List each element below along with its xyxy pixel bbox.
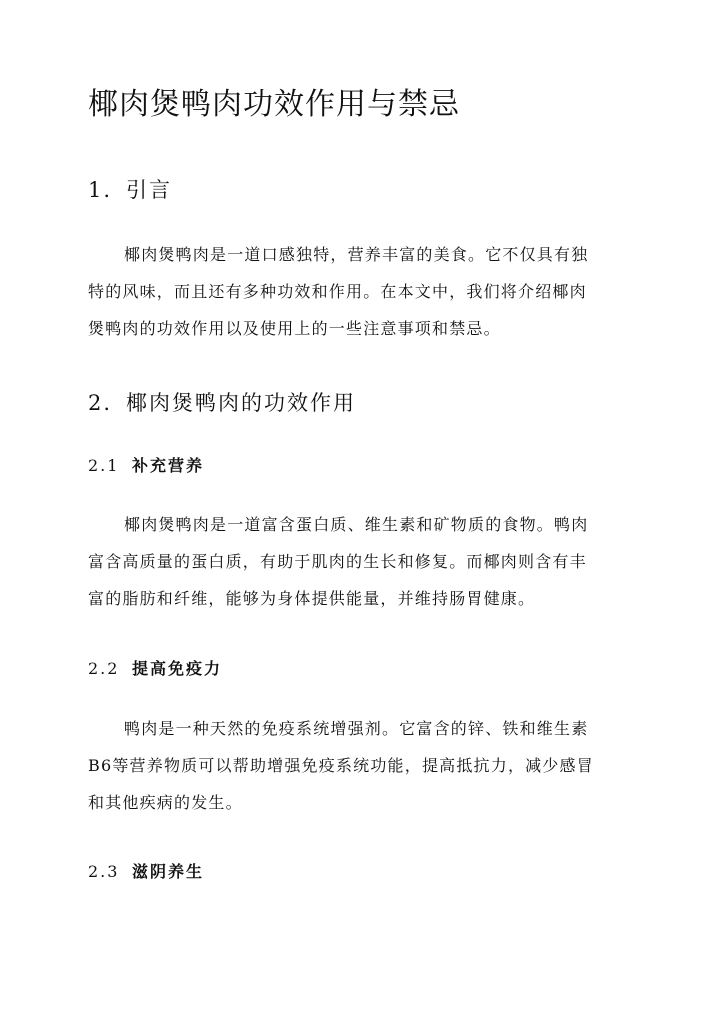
paragraph-line: 鸭肉是一种天然的免疫系统增强剂。它富含的锌、铁和维生素 <box>124 719 589 738</box>
section-title: 椰肉煲鸭肉的功效作用 <box>126 391 356 415</box>
paragraph-line: B6等营养物质可以帮助增强免疫系统功能，提高抵抗力，减少感冒 <box>88 756 594 775</box>
paragraph-immunity <box>88 710 630 821</box>
paragraph-line: 富的脂肪和纤维，能够为身体提供能量，并维持肠胃健康。 <box>88 589 536 608</box>
subsection-title: 补充营养 <box>132 456 205 475</box>
subsection-heading-2-3 <box>88 860 204 884</box>
section-heading-1 <box>88 175 172 205</box>
section-number: 2. <box>88 391 113 415</box>
paragraph-line: 椰肉煲鸭肉是一道富含蛋白质、维生素和矿物质的食物。鸭肉 <box>124 515 589 534</box>
subsection-title: 提高免疫力 <box>132 659 223 678</box>
paragraph-line: 特的风味，而且还有多种功效和作用。在本文中，我们将介绍椰肉 <box>88 282 587 301</box>
section-heading-2 <box>88 388 356 418</box>
paragraph-line: 富含高质量的蛋白质，有助于肌肉的生长和修复。而椰肉则含有丰 <box>88 552 587 571</box>
paragraph-line: 椰肉煲鸭肉是一道口感独特，营养丰富的美食。它不仅具有独 <box>124 245 589 264</box>
subsection-heading-2-2 <box>88 657 222 681</box>
section-title: 引言 <box>126 178 172 202</box>
subsection-number: 2.3 <box>88 862 120 881</box>
paragraph-line: 煲鸭肉的功效作用以及使用上的一些注意事项和禁忌。 <box>88 319 501 338</box>
paragraph-intro <box>88 236 630 347</box>
subsection-number: 2.2 <box>88 659 120 678</box>
document-title: 椰肉煲鸭肉功效作用与禁忌 <box>88 87 460 122</box>
paragraph-nutrition <box>88 506 630 617</box>
subsection-number: 2.1 <box>88 456 120 475</box>
subsection-title: 滋阴养生 <box>132 862 205 881</box>
paragraph-line: 和其他疾病的发生。 <box>88 793 243 812</box>
section-number: 1. <box>88 178 113 202</box>
subsection-heading-2-1 <box>88 454 204 478</box>
